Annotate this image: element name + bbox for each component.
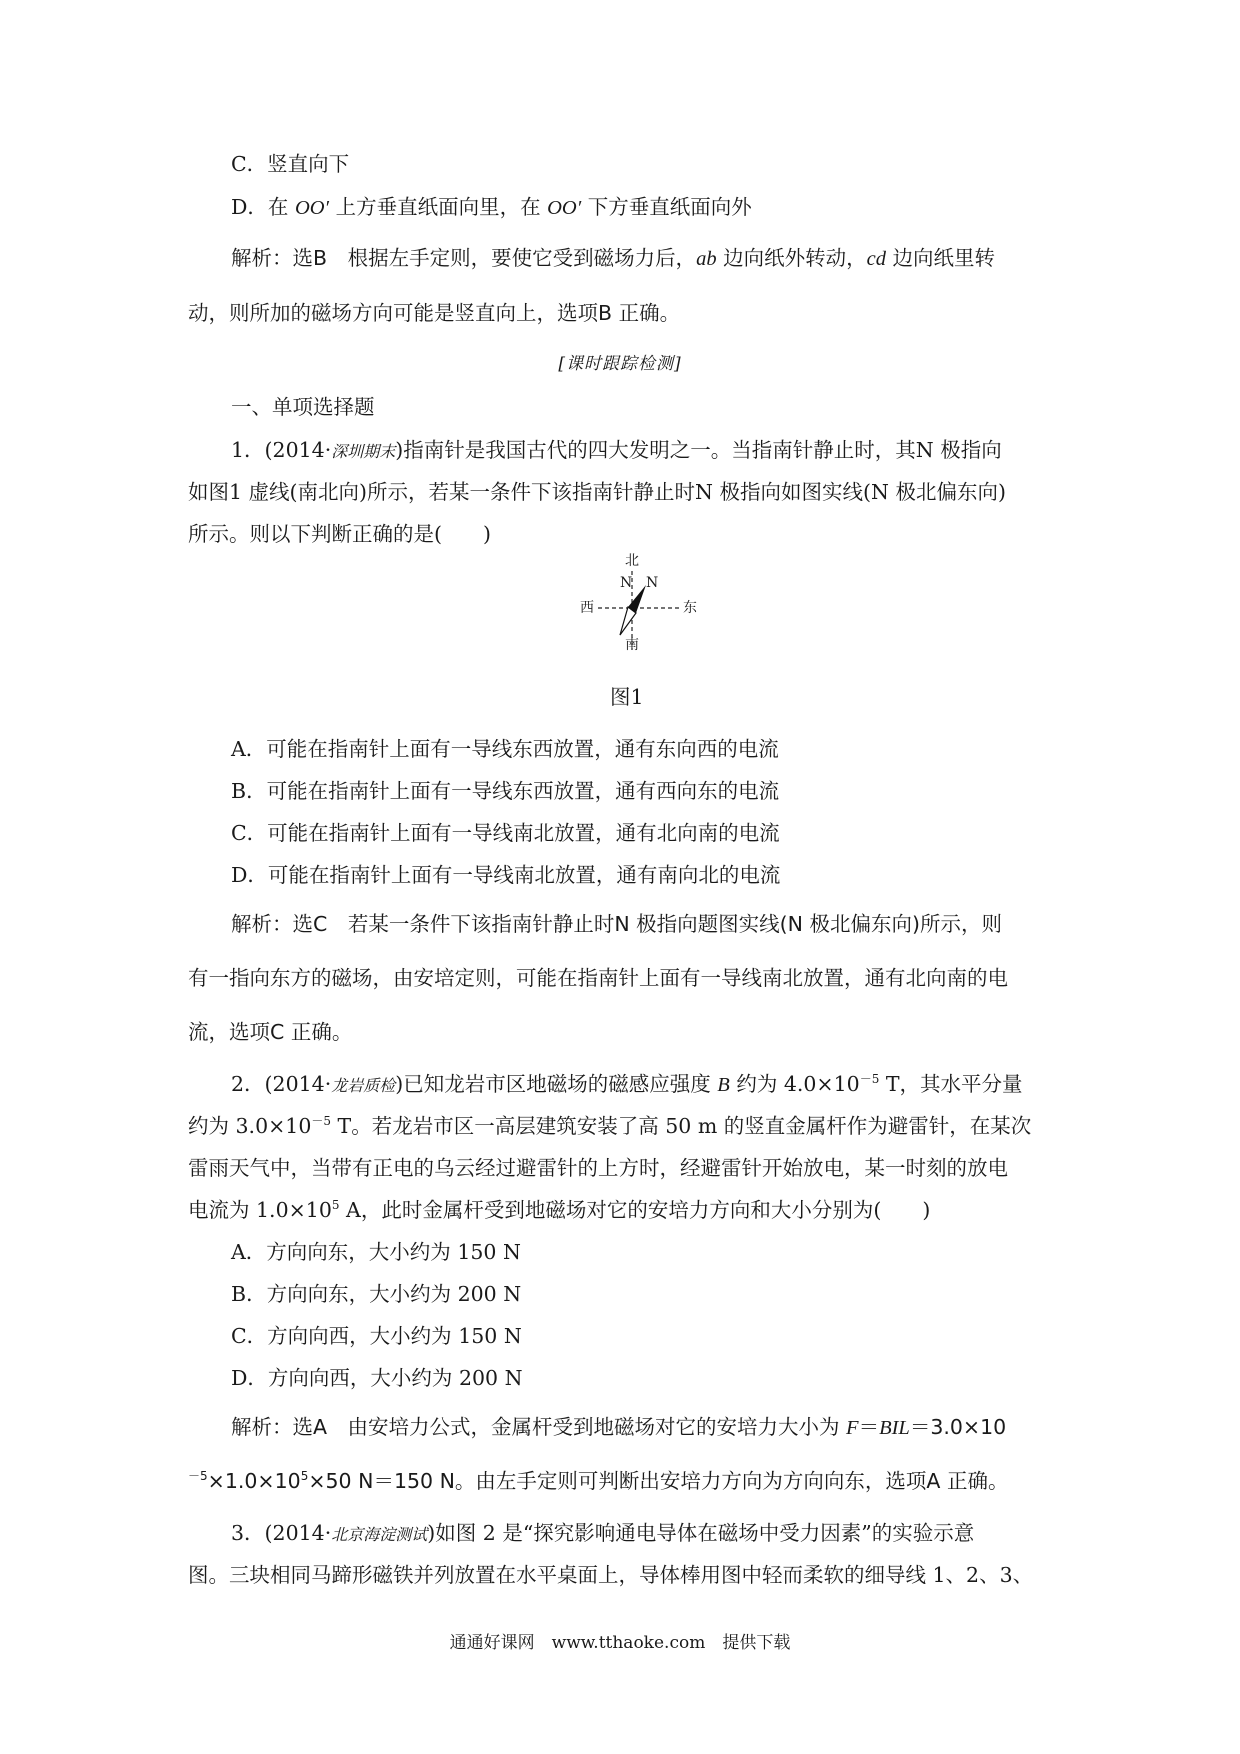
q1-source: 深圳期末 [331,442,396,461]
q2-line2: 约为 $3.0\times 10^{-5}$ T。若龙岩市区一高层建筑安装了高 50 m 的竖直金属杆作为避雷针，在某次 [188,1114,1032,1138]
q2-option-d: D．方向向西，大小约为 200 N [231,1366,523,1390]
section-title: [课时跟踪检测] [558,354,682,374]
q3-line2: 图。三块相同马蹄形磁铁并列放置在水平桌面上，导体棒用图中轻而柔软的细导线 1、2、3、 [188,1563,1034,1587]
q1-option-c: C．可能在指南针上面有一导线南北放置，通有北向南的电流 [231,821,780,845]
q1-explanation-line1: 解析：选C 若某一条件下该指南针静止时N 极指向题图实线(N 极北偏东向)所示，则 [231,912,1003,936]
q2-line1: 2．(2014·龙岩质检)已知龙岩市区地磁场的磁感应强度 B 约为 $4.0\times 10^{-5}$ T，其水平分量 [231,1072,1023,1096]
q2-explanation-line1: 解析：选A 由安培力公式，金属杆受到地磁场对它的安培力大小为 F＝BIL＝3.0×10 [231,1415,1007,1439]
needle-south-half [620,607,636,635]
q3-source: 北京海淀测试 [331,1525,428,1544]
q2-option-c: C．方向向西，大小约为 150 N [231,1324,522,1348]
q1-explanation-line3: 流，选项C 正确。 [188,1020,353,1044]
label-east: 东 [683,600,697,616]
q2-line4: 电流为 $1.0\times 10^5$ A，此时金属杆受到地磁场对它的安培力方向和大小分别为( ) [188,1198,931,1222]
label-north: 北 [625,553,639,569]
figure1-caption: 图1 [610,685,644,709]
label-west: 西 [580,600,594,616]
q1-line1: 1．(2014·深圳期末)指南针是我国古代的四大发明之一。当指南针静止时，其N 极指向 [231,438,1002,462]
label-south: 南 [625,637,639,653]
q2-option-b: B．方向向东，大小约为 200 N [231,1282,522,1306]
prev-explanation-line1: 解析：选B 根据左手定则，要使它受到磁场力后，ab 边向纸外转动，cd 边向纸里转 [231,246,995,270]
q1-option-d: D．可能在指南针上面有一导线南北放置，通有南向北的电流 [231,863,781,887]
q3-line1: 3．(2014·北京海淀测试)如图 2 是“探究影响通电导体在磁场中受力因素”的实验示意 [231,1521,975,1545]
prev-explanation-line2: 动，则所加的磁场方向可能是竖直向上，选项B 正确。 [188,301,681,325]
prev-option-c: C．竖直向下 [231,152,350,176]
q1-option-a: A．可能在指南针上面有一导线东西放置，通有东向西的电流 [231,737,779,761]
q2-option-a: A．方向向东，大小约为 150 N [231,1240,521,1264]
label-n-solid: N [646,575,659,591]
part-title: 一、单项选择题 [231,395,375,419]
q2-source: 龙岩质检 [331,1076,396,1095]
prev-option-d: D．在 OO′ 上方垂直纸面向里，在 OO′ 下方垂直纸面向外 [231,195,752,219]
label-n-dashed: N [620,575,633,591]
q2-line3: 雷雨天气中，当带有正电的乌云经过避雷针的上方时，经避雷针开始放电，某一时刻的放电 [188,1156,1008,1180]
q1-explanation-line2: 有一指向东方的磁场，由安培定则，可能在指南针上面有一导线南北放置，通有北向南的电 [188,966,1008,990]
q1-option-b: B．可能在指南针上面有一导线东西放置，通有西向东的电流 [231,779,780,803]
compass-figure [570,555,710,655]
q1-line2: 如图1 虚线(南北向)所示，若某一条件下该指南针静止时N 极指向如图实线(N 极北偏东向) [188,480,1006,504]
page-footer: 通通好课网 www.tthaoke.com 提供下载 [449,1633,791,1653]
q2-explanation-line2: $^{-5}\times 1.0\times 10^5\times 50$ N＝150 N。由左手定则可判断出安培力方向为方向向东，选项A 正确。 [188,1469,1009,1493]
q1-line3: 所示。则以下判断正确的是( ) [188,522,491,546]
